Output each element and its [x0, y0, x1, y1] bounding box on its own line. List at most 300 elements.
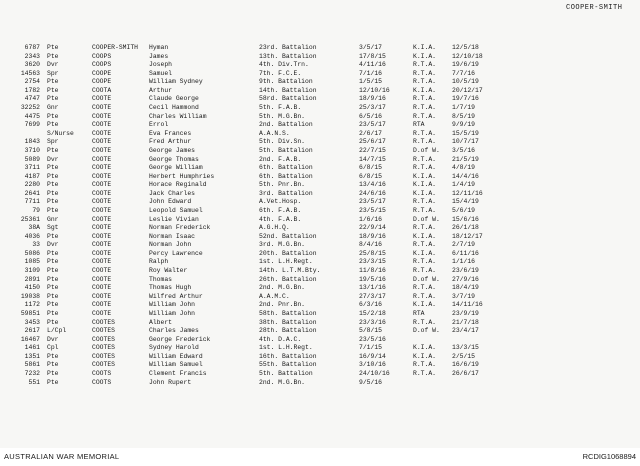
fate-date-cell: 1/7/19 [452, 104, 476, 112]
table-row [0, 173, 640, 182]
surname-cell: COOTES [92, 318, 116, 326]
service-number-cell: 1461 [24, 344, 40, 352]
unit-cell: 9th. Battalion [259, 78, 313, 86]
unit-cell: 23rd. Battalion [259, 44, 317, 51]
fate-cell: R.T.A. [413, 95, 437, 103]
unit-cell: A.Vet.Hosp. [259, 198, 302, 206]
service-number-cell: 79 [32, 206, 40, 214]
enlistment-date-cell: 1/6/16 [359, 215, 383, 223]
fate-date-cell: 12/10/18 [452, 52, 483, 60]
service-number-cell: 3453 [24, 318, 40, 326]
rank-cell: Pte [47, 301, 59, 309]
service-number-cell: 4150 [24, 284, 40, 292]
unit-cell: 2nd. M.G.Bn. [259, 284, 306, 292]
fate-cell: R.T.A. [413, 267, 437, 275]
given-names-cell: Horace Reginald [149, 181, 207, 189]
service-number-cell: 3109 [24, 267, 40, 275]
surname-cell: COOTE [92, 164, 112, 172]
rank-cell: Pte [47, 112, 59, 120]
enlistment-date-cell: 6/5/16 [359, 112, 383, 120]
table-row [0, 310, 640, 319]
rank-cell: Pte [47, 369, 59, 377]
service-number-cell: 1172 [24, 301, 40, 309]
unit-cell: 5th. M.G.Bn. [259, 112, 306, 120]
fate-cell: D.of W. [413, 275, 440, 283]
fate-date-cell: 6/11/16 [452, 249, 479, 257]
enlistment-date-cell: 23/3/16 [359, 318, 386, 326]
fate-cell: K.I.A. [413, 344, 437, 352]
rank-cell: Pte [47, 378, 59, 386]
unit-cell: 26th. Battalion [259, 275, 317, 283]
surname-cell: COOTE [92, 232, 112, 240]
table-row [0, 70, 640, 79]
surname-cell: COOPE [92, 69, 112, 77]
enlistment-date-cell: 23/5/17 [359, 198, 386, 206]
enlistment-date-cell: 13/4/16 [359, 181, 386, 189]
fate-cell: R.T.A. [413, 206, 437, 214]
rank-cell: Pte [47, 249, 59, 257]
surname-cell: COOTE [92, 258, 112, 266]
unit-cell: 58th. Battalion [259, 309, 317, 317]
unit-cell: 6th. Battalion [259, 164, 313, 172]
unit-cell: 20th. Battalion [259, 249, 317, 257]
fate-date-cell: 21/5/19 [452, 155, 479, 163]
fate-cell: RTA [413, 121, 425, 129]
table-row [0, 361, 640, 370]
fate-cell: R.T.A. [413, 369, 437, 377]
enlistment-date-cell: 7/1/16 [359, 69, 383, 77]
fate-date-cell: 23/9/19 [452, 309, 479, 317]
rank-cell: Pte [47, 95, 59, 103]
unit-cell: 2nd. Battalion [259, 121, 313, 129]
surname-cell: COOTA [92, 86, 112, 94]
fate-cell: R.T.A. [413, 78, 437, 86]
given-names-cell: George Frederick [149, 335, 211, 343]
service-number-cell: 2280 [24, 181, 40, 189]
enlistment-date-cell: 25/8/15 [359, 249, 386, 257]
unit-cell: 5th. Battalion [259, 369, 313, 377]
rank-cell: Pte [47, 86, 59, 94]
fate-cell: K.I.A. [413, 44, 437, 51]
rank-cell: L/Cpl [47, 327, 67, 335]
unit-cell: 4th. F.A.B. [259, 215, 302, 223]
service-number-cell: 3710 [24, 146, 40, 154]
fate-cell: RTA [413, 309, 425, 317]
enlistment-date-cell: 25/3/17 [359, 104, 386, 112]
given-names-cell: William Sydney [149, 78, 203, 86]
surname-cell: COOTE [92, 267, 112, 275]
enlistment-date-cell: 22/7/15 [359, 146, 386, 154]
table-row [0, 344, 640, 353]
surname-cell: COOTE [92, 224, 112, 232]
surname-cell: COOTES [92, 361, 116, 369]
enlistment-date-cell: 18/9/16 [359, 95, 386, 103]
enlistment-date-cell: 23/5/17 [359, 121, 386, 129]
fate-cell: R.T.A. [413, 361, 437, 369]
rank-cell: Pte [47, 164, 59, 172]
surname-cell: COOTE [92, 155, 112, 163]
fate-date-cell: 2/7/19 [452, 241, 476, 249]
unit-cell: 52nd. Battalion [259, 232, 317, 240]
service-number-cell: 32252 [20, 104, 40, 112]
surname-cell: COOPS [92, 61, 112, 69]
given-names-cell: Arthur [149, 86, 173, 94]
given-names-cell: John Rupert [149, 378, 192, 386]
given-names-cell: Errol [149, 121, 169, 129]
enlistment-date-cell: 2/6/17 [359, 129, 383, 137]
given-names-cell: Claude George [149, 95, 199, 103]
unit-cell: 58rd. Battalion [259, 95, 317, 103]
given-names-cell: Ralph [149, 258, 169, 266]
enlistment-date-cell: 8/4/16 [359, 241, 383, 249]
given-names-cell: Charles James [149, 327, 199, 335]
fate-date-cell: 16/6/19 [452, 361, 479, 369]
fate-cell: K.I.A. [413, 232, 437, 240]
enlistment-date-cell: 14/7/15 [359, 155, 386, 163]
rank-cell: Pte [47, 232, 59, 240]
fate-cell: R.T.A. [413, 224, 437, 232]
table-row [0, 207, 640, 216]
enlistment-date-cell: 23/5/16 [359, 335, 386, 343]
unit-cell: 2nd. M.G.Bn. [259, 378, 306, 386]
table-row [0, 276, 640, 285]
table-row [0, 164, 640, 173]
given-names-cell: Eva Frances [149, 129, 192, 137]
surname-cell: COOTE [92, 104, 112, 112]
fate-date-cell: 10/7/17 [452, 138, 479, 146]
fate-date-cell: 3/7/19 [452, 292, 476, 300]
fate-date-cell: 23/6/19 [452, 267, 479, 275]
rank-cell: Dvr [47, 335, 59, 343]
given-names-cell: Percy Lawrence [149, 249, 203, 257]
enlistment-date-cell: 16/9/14 [359, 352, 386, 360]
unit-cell: 4th. D.A.C. [259, 335, 302, 343]
table-row [0, 216, 640, 225]
enlistment-date-cell: 5/8/15 [359, 327, 383, 335]
surname-cell: COOTE [92, 309, 112, 317]
surname-cell: COOTE [92, 189, 112, 197]
service-number-cell: 1843 [24, 138, 40, 146]
table-row [0, 95, 640, 104]
table-row [0, 327, 640, 336]
table-row [0, 336, 640, 345]
enlistment-date-cell: 7/1/15 [359, 344, 383, 352]
rank-cell: Gnr [47, 104, 59, 112]
given-names-cell: George William [149, 164, 203, 172]
enlistment-date-cell: 15/2/18 [359, 309, 386, 317]
surname-cell: COOTE [92, 292, 112, 300]
unit-cell: 1st. L.H.Regt. [259, 344, 313, 352]
enlistment-date-cell: 23/3/15 [359, 258, 386, 266]
table-row [0, 181, 640, 190]
surname-cell: COOTES [92, 352, 116, 360]
given-names-cell: William Edward [149, 352, 203, 360]
fate-cell: K.I.A. [413, 352, 437, 360]
rank-cell: Dvr [47, 61, 59, 69]
service-number-cell: 1782 [24, 86, 40, 94]
roll-table [0, 44, 640, 387]
surname-cell: COOTE [92, 146, 112, 154]
rank-cell: Pte [47, 361, 59, 369]
rank-cell: Pte [47, 78, 59, 86]
table-row [0, 53, 640, 62]
given-names-cell: Norman John [149, 241, 192, 249]
service-number-cell: 2343 [24, 52, 40, 60]
fate-date-cell: 1/1/16 [452, 258, 476, 266]
service-number-cell: 5086 [24, 249, 40, 257]
given-names-cell: Clement Francis [149, 369, 207, 377]
surname-cell: COOPS [92, 52, 112, 60]
fate-cell: K.I.A. [413, 301, 437, 309]
fate-date-cell: 21/7/18 [452, 318, 479, 326]
fate-date-cell: 10/5/19 [452, 78, 479, 86]
table-row [0, 267, 640, 276]
enlistment-date-cell: 22/9/14 [359, 224, 386, 232]
unit-cell: 16th. Battalion [259, 352, 317, 360]
surname-cell: COOTE [92, 181, 112, 189]
given-names-cell: Jack Charles [149, 189, 196, 197]
service-number-cell: 4475 [24, 112, 40, 120]
unit-cell: 5th. F.A.B. [259, 104, 302, 112]
unit-cell: 14th. L.T.M.Bty. [259, 267, 321, 275]
fate-date-cell: 7/7/16 [452, 69, 476, 77]
given-names-cell: Hyman [149, 44, 169, 51]
fate-cell: K.I.A. [413, 249, 437, 257]
surname-cell: COOTE [92, 112, 112, 120]
service-number-cell: 4747 [24, 95, 40, 103]
enlistment-date-cell: 24/10/16 [359, 369, 390, 377]
given-names-cell: Cecil Hammond [149, 104, 199, 112]
given-names-cell: Charles William [149, 112, 207, 120]
rank-cell: Pte [47, 44, 59, 51]
surname-cell: COOTE [92, 249, 112, 257]
service-number-cell: 551 [28, 378, 40, 386]
fate-cell: R.T.A. [413, 112, 437, 120]
fate-date-cell: 12/11/16 [452, 189, 483, 197]
unit-cell: 2nd. F.A.B. [259, 155, 302, 163]
given-names-cell: Norman Isaac [149, 232, 196, 240]
given-names-cell: Wilfred Arthur [149, 292, 203, 300]
fate-cell: R.T.A. [413, 69, 437, 77]
given-names-cell: Samuel [149, 69, 173, 77]
table-row [0, 121, 640, 130]
service-number-cell: 7232 [24, 369, 40, 377]
table-row [0, 44, 640, 53]
rank-cell: Cpl [47, 344, 59, 352]
fate-date-cell: 19/6/19 [452, 61, 479, 69]
surname-cell: COOTE [92, 241, 112, 249]
given-names-cell: John Edward [149, 198, 192, 206]
service-number-cell: 4187 [24, 172, 40, 180]
unit-cell: 6th. Battalion [259, 172, 313, 180]
fate-date-cell: 18/12/17 [452, 232, 483, 240]
fate-date-cell: 3/5/16 [452, 146, 476, 154]
service-number-cell: 2641 [24, 189, 40, 197]
surname-cell: COOTE [92, 95, 112, 103]
given-names-cell: Sydney Harold [149, 344, 199, 352]
unit-cell: 28th. Battalion [259, 327, 317, 335]
service-number-cell: 3620 [24, 61, 40, 69]
table-row [0, 156, 640, 165]
fate-date-cell: 23/4/17 [452, 327, 479, 335]
unit-cell: 55th. Battalion [259, 361, 317, 369]
table-row [0, 113, 640, 122]
fate-date-cell: 9/9/19 [452, 121, 476, 129]
service-number-cell: 19038 [20, 292, 40, 300]
surname-cell: COOPE [92, 78, 112, 86]
enlistment-date-cell: 6/3/16 [359, 301, 383, 309]
fate-cell: D.of W. [413, 215, 440, 223]
fate-date-cell: 4/8/19 [452, 164, 476, 172]
table-row [0, 130, 640, 139]
surname-cell: COOTES [92, 335, 116, 343]
fate-date-cell: 26/1/18 [452, 224, 479, 232]
unit-cell: 1st. L.H.Regt. [259, 258, 313, 266]
enlistment-date-cell: 3/5/17 [359, 44, 383, 51]
unit-cell: 2nd. Pnr.Bn. [259, 301, 306, 309]
rank-cell: Pte [47, 52, 59, 60]
rank-cell: Pte [47, 172, 59, 180]
table-row [0, 138, 640, 147]
service-number-cell: 5861 [24, 361, 40, 369]
enlistment-date-cell: 23/5/15 [359, 206, 386, 214]
fate-date-cell: 18/4/19 [452, 284, 479, 292]
unit-cell: 7th. F.C.E. [259, 69, 302, 77]
rank-cell: Pte [47, 352, 59, 360]
rank-cell: Pte [47, 275, 59, 283]
enlistment-date-cell: 24/6/16 [359, 189, 386, 197]
footer-source: AUSTRALIAN WAR MEMORIAL [4, 452, 120, 461]
service-number-cell: 1351 [24, 352, 40, 360]
fate-date-cell: 1/4/19 [452, 181, 476, 189]
table-row [0, 319, 640, 328]
fate-cell: R.T.A. [413, 104, 437, 112]
fate-cell: R.T.A. [413, 138, 437, 146]
surname-cell: COOTE [92, 301, 112, 309]
fate-cell: R.T.A. [413, 198, 437, 206]
fate-date-cell: 27/9/16 [452, 275, 479, 283]
unit-cell: A.A.N.S. [259, 129, 290, 137]
table-row [0, 224, 640, 233]
footer-bar [0, 448, 640, 466]
table-row [0, 241, 640, 250]
service-number-cell: 16467 [20, 335, 40, 343]
fate-cell: D.of W. [413, 146, 440, 154]
enlistment-date-cell: 11/8/16 [359, 267, 386, 275]
rank-cell: Pte [47, 206, 59, 214]
table-row [0, 250, 640, 259]
given-names-cell: William John [149, 301, 196, 309]
table-row [0, 379, 640, 388]
surname-cell: COOTES [92, 327, 116, 335]
unit-cell: 5th. Div.Sn. [259, 138, 306, 146]
given-names-cell: Thomas Hugh [149, 284, 192, 292]
fate-cell: R.T.A. [413, 258, 437, 266]
table-row [0, 284, 640, 293]
fate-date-cell: 2/5/15 [452, 352, 476, 360]
rank-cell: Pte [47, 181, 59, 189]
fate-cell: R.T.A. [413, 155, 437, 163]
unit-cell: A.G.H.Q. [259, 224, 290, 232]
table-row [0, 370, 640, 379]
service-number-cell: 5089 [24, 155, 40, 163]
given-names-cell: Albert [149, 318, 173, 326]
service-number-cell: 25361 [20, 215, 40, 223]
fate-cell: R.T.A. [413, 318, 437, 326]
given-names-cell: Leslie Vivian [149, 215, 199, 223]
enlistment-date-cell: 6/8/15 [359, 164, 383, 172]
enlistment-date-cell: 27/3/17 [359, 292, 386, 300]
fate-cell: K.I.A. [413, 86, 437, 94]
page-header: COOPER-SMITH [566, 4, 623, 12]
table-row [0, 61, 640, 70]
enlistment-date-cell: 19/5/16 [359, 275, 386, 283]
unit-cell: A.A.M.C. [259, 292, 290, 300]
fate-date-cell: 5/6/19 [452, 206, 476, 214]
enlistment-date-cell: 6/8/15 [359, 172, 383, 180]
table-row [0, 353, 640, 362]
surname-cell: COOTE [92, 206, 112, 214]
rank-cell: Pte [47, 318, 59, 326]
enlistment-date-cell: 18/9/16 [359, 232, 386, 240]
given-names-cell: Leopold Samuel [149, 206, 203, 214]
enlistment-date-cell: 1/5/15 [359, 78, 383, 86]
fate-date-cell: 15/5/19 [452, 129, 479, 137]
table-row [0, 198, 640, 207]
fate-cell: K.I.A. [413, 181, 437, 189]
fate-date-cell: 14/11/16 [452, 301, 483, 309]
table-row [0, 190, 640, 199]
service-number-cell: 33 [32, 241, 40, 249]
rank-cell: Pte [47, 309, 59, 317]
service-number-cell: 14563 [20, 69, 40, 77]
given-names-cell: William Samuel [149, 361, 203, 369]
fate-date-cell: 15/4/19 [452, 198, 479, 206]
fate-date-cell: 26/6/17 [452, 369, 479, 377]
fate-date-cell: 14/4/16 [452, 172, 479, 180]
fate-date-cell: 12/5/18 [452, 44, 479, 51]
surname-cell: COOTS [92, 378, 112, 386]
service-number-cell: 59851 [20, 309, 40, 317]
service-number-cell: 7711 [24, 198, 40, 206]
fate-cell: R.T.A. [413, 61, 437, 69]
service-number-cell: 38A [28, 224, 40, 232]
fate-date-cell: 19/7/16 [452, 95, 479, 103]
rank-cell: Pte [47, 292, 59, 300]
rank-cell: Spr [47, 138, 59, 146]
enlistment-date-cell: 25/6/17 [359, 138, 386, 146]
enlistment-date-cell: 4/11/16 [359, 61, 386, 69]
given-names-cell: George James [149, 146, 196, 154]
fate-date-cell: 15/6/16 [452, 215, 479, 223]
rank-cell: Pte [47, 258, 59, 266]
surname-cell: COOTS [92, 369, 112, 377]
rank-cell: Sgt [47, 224, 59, 232]
unit-cell: 5th. Battalion [259, 146, 313, 154]
table-row [0, 87, 640, 96]
unit-cell: 14th. Battalion [259, 86, 317, 94]
given-names-cell: Joseph [149, 61, 173, 69]
footer-id: RCDIG1068894 [582, 452, 636, 461]
fate-cell: K.I.A. [413, 172, 437, 180]
fate-date-cell: 20/12/17 [452, 86, 483, 94]
given-names-cell: Norman Frederick [149, 224, 211, 232]
unit-cell: 5th. Pnr.Bn. [259, 181, 306, 189]
rank-cell: Pte [47, 284, 59, 292]
surname-cell: COOTE [92, 275, 112, 283]
rank-cell: Dvr [47, 241, 59, 249]
unit-cell: 13th. Battalion [259, 52, 317, 60]
